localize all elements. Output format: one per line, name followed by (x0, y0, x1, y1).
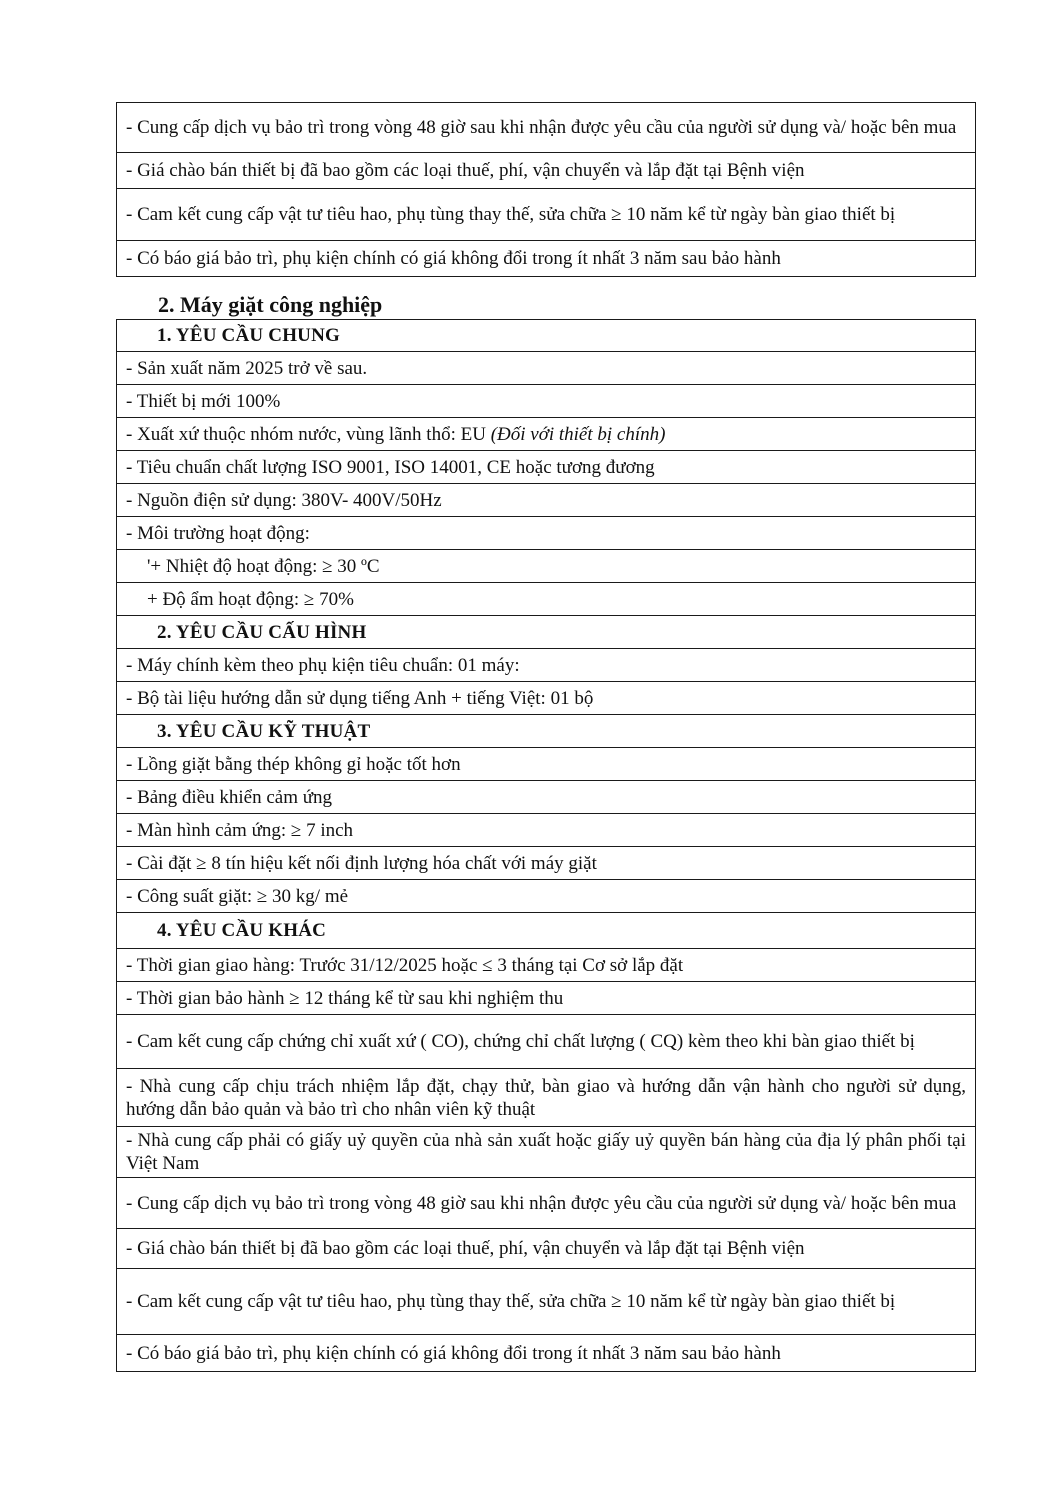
washing-machine-spec-table (116, 319, 976, 1372)
table-row: - Giá chào bán thiết bị đã bao gồm các loại thuế, phí, vận chuyển và lắp đặt tại Bệnh viện (117, 153, 976, 189)
table-row: - Thiết bị mới 100% (117, 385, 976, 418)
table-row: - Nguồn điện sử dụng: 380V- 400V/50Hz (117, 484, 976, 517)
table-row: - Cung cấp dịch vụ bảo trì trong vòng 48 giờ sau khi nhận được yêu cầu của người sử dụng và/ hoặc bên mua (117, 103, 976, 153)
table-row (117, 418, 976, 451)
configuration-requirements-heading: 2. YÊU CẦU CẤU HÌNH (117, 616, 976, 649)
table-row: - Bảng điều khiển cảm ứng (117, 781, 976, 814)
table-row: - Máy chính kèm theo phụ kiện tiêu chuẩn: 01 máy: (117, 649, 976, 682)
table-row: + Độ ẩm hoạt động: ≥ 70% (117, 583, 976, 616)
table-row: - Cung cấp dịch vụ bảo trì trong vòng 48 giờ sau khi nhận được yêu cầu của người sử dụng và/ hoặc bên mua (117, 1178, 976, 1229)
table-row: - Cam kết cung cấp vật tư tiêu hao, phụ tùng thay thế, sửa chữa ≥ 10 năm kể từ ngày bàn giao thiết bị (117, 1269, 976, 1335)
table-row: - Có báo giá bảo trì, phụ kiện chính có giá không đổi trong ít nhất 3 năm sau bảo hành (117, 1335, 976, 1372)
table-row: - Thời gian giao hàng: Trước 31/12/2025 hoặc ≤ 3 tháng tại Cơ sở lắp đặt (117, 949, 976, 982)
table-row: - Công suất giặt: ≥ 30 kg/ mẻ (117, 880, 976, 913)
other-requirements-heading: 4. YÊU CẦU KHÁC (117, 913, 976, 949)
previous-requirements-table (116, 102, 976, 277)
table-row: - Nhà cung cấp chịu trách nhiệm lắp đặt, chạy thử, bàn giao và hướng dẫn vận hành cho người sử dụng, hướng dẫn bảo quản và bảo trì cho nhân viên kỹ thuật (117, 1069, 976, 1127)
table-row: - Thời gian bảo hành ≥ 12 tháng kể từ sau khi nghiệm thu (117, 982, 976, 1015)
origin-note: (Đối với thiết bị chính) (490, 423, 666, 445)
table-row: - Bộ tài liệu hướng dẫn sử dụng tiếng Anh + tiếng Việt: 01 bộ (117, 682, 976, 715)
table-row: '+ Nhiệt độ hoạt động: ≥ 30 ºC (117, 550, 976, 583)
table-row: - Cam kết cung cấp chứng chỉ xuất xứ ( CO), chứng chỉ chất lượng ( CQ) kèm theo khi bàn giao thiết bị (117, 1015, 976, 1069)
general-requirements-heading: 1. YÊU CẦU CHUNG (117, 320, 976, 352)
table-row: - Màn hình cảm ứng: ≥ 7 inch (117, 814, 976, 847)
table-row: - Giá chào bán thiết bị đã bao gồm các loại thuế, phí, vận chuyển và lắp đặt tại Bệnh viện (117, 1229, 976, 1269)
technical-requirements-heading: 3. YÊU CẦU KỸ THUẬT (117, 715, 976, 748)
table-row: - Sản xuất năm 2025 trở về sau. (117, 352, 976, 385)
section-title: 2. Máy giặt công nghiệp (158, 292, 383, 317)
table-row: - Nhà cung cấp phải có giấy uỷ quyền của nhà sản xuất hoặc giấy uỷ quyền bán hàng của địa lý phân phối tại Việt Nam (117, 1127, 976, 1178)
table-row: - Lồng giặt bằng thép không gỉ hoặc tốt hơn (117, 748, 976, 781)
table-row: - Tiêu chuẩn chất lượng ISO 9001, ISO 14001, CE hoặc tương đương (117, 451, 976, 484)
table-row: - Có báo giá bảo trì, phụ kiện chính có giá không đổi trong ít nhất 3 năm sau bảo hành (117, 241, 976, 277)
origin-text: - Xuất xứ thuộc nhóm nước, vùng lãnh thổ: EU (126, 423, 491, 445)
table-row: - Cài đặt ≥ 8 tín hiệu kết nối định lượng hóa chất với máy giặt (117, 847, 976, 880)
table-row: - Môi trường hoạt động: (117, 517, 976, 550)
table-row: - Cam kết cung cấp vật tư tiêu hao, phụ tùng thay thế, sửa chữa ≥ 10 năm kể từ ngày bàn giao thiết bị (117, 189, 976, 241)
